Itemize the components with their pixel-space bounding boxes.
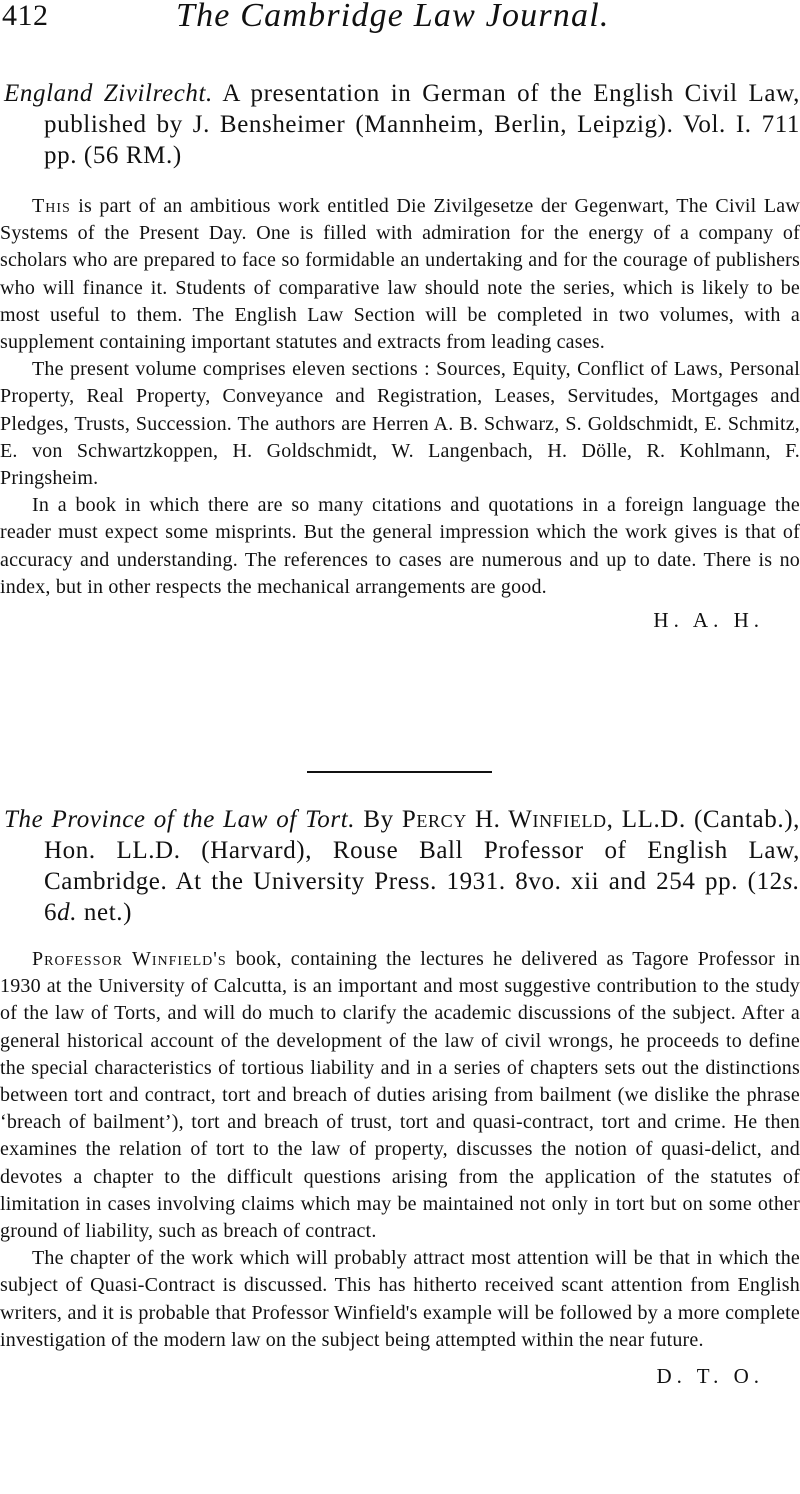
paragraph: Professor Winfield's book, containing the lectures he delivered as Tagore Professor in 1930 at the University of Calcutta, is an important and most suggestive contribution to the study of the law of Torts, and will do much to clarify the academic discussions of the subject. After a general historical account of the development of the law of civil wrongs, he proceeds to define the special characteristics of tortious liability and in a series of chapters sets out the distinctions between tort and contract, tort and breach of duties arising from bailment (we dislike the phrase ‘breach of bailment’), tort and breach of trust, tort and quasi-contract, tort and crime. He then examines the relation of tort to the law of property, discusses the notion of quasi-delict, and devotes a chapter to the difficult questions arising from the application of the statutes of limitation in cases involving claims which may be maintained not only in tort but on some other ground of liability, such as breach of contract.: [0, 948, 800, 1243]
book-title: The Province of the Law of Tort.: [4, 806, 356, 833]
lead-in: This: [32, 195, 71, 217]
section-divider: [307, 771, 492, 773]
reviewer-initials: H. A. H.: [653, 608, 764, 633]
paragraph: The present volume comprises eleven sections : Sources, Equity, Conflict of Laws, Personal Property, Real Property, Conveyance and Registration, Leases, Servitudes, Mortgages and Pledges, Trusts, Succession. The authors are Herren A. B. Schwarz, S. Goldschmidt, E. Schmitz, E. von Schwartzkoppen, H. Goldschmidt, W. Langenbach, H. Dölle, R. Kohlmann, F. Pringsheim.: [0, 358, 800, 490]
book-title: England Zivilrecht.: [4, 80, 213, 107]
book-author: Percy H. Winfield,: [401, 806, 614, 833]
publisher-details: At the University Press. 1931. 8vo. xii and 254 pp.: [175, 868, 739, 895]
review-england-zivilrecht: [0, 78, 800, 634]
running-head: [0, 0, 800, 40]
paragraph: This is part of an ambitious work entitled Die Zivilgesetze der Gegenwart, The Civil Law Systems of the Present Day. One is filled with admiration for the energy of a company of scholars who are prepared to face so formidable an undertaking and for the courage of publishers who will finance it. Students of comparative law should note the series, which is likely to be most useful to them. The English Law Section will be completed in two volumes, with a supplement containing important statutes and extracts from leading cases.: [0, 195, 800, 354]
review-province-of-tort: [0, 804, 800, 1390]
journal-title: The Cambridge Law Journal.: [176, 0, 610, 34]
page-number: 412: [2, 0, 49, 32]
review-body: [0, 946, 800, 1354]
review-heading: [0, 78, 800, 171]
author-credentials: LL.D. (Cantab.), Hon. LL.D. (Harvard), Rouse Ball Professor of English Law, Cambridge.: [44, 806, 800, 895]
review-body: [0, 193, 800, 601]
paragraph: The chapter of the work which will probably attract most attention will be that in which the subject of Quasi-Contract is discussed. This has hitherto received scant attention from English writers, and it is probable that Professor Winfield's example will be followed by a more complete investigation of the modern law on the subject being attempted within the near future.: [0, 1247, 800, 1351]
review-heading: The Province of the Law of Tort. By Percy H. Winfield, LL.D. (Cantab.), Hon. LL.D. (Harvard), Rouse Ball Professor of English Law, Cambridge. At the University Press. 1931. 8vo. xii and 254 pp. (12s. 6d. net.): [4, 806, 800, 926]
reviewer-initials: D. T. O.: [656, 1364, 764, 1389]
paragraph: In a book in which there are so many citations and quotations in a foreign language the reader must expect some misprints. But the general impression which the work gives is that of accuracy and understanding. The references to cases are numerous and up to date. There is no index, but in other respects the mechanical arrangements are good.: [0, 494, 800, 598]
book-details: A presentation in German of the English Civil Law, published by J. Bensheimer (Mannheim, Berlin, Leipzig). Vol. I. 711 pp. (56 RM.): [44, 80, 800, 169]
price: (12s. 6d. net.): [44, 868, 800, 926]
lead-in: Professor: [32, 948, 123, 970]
